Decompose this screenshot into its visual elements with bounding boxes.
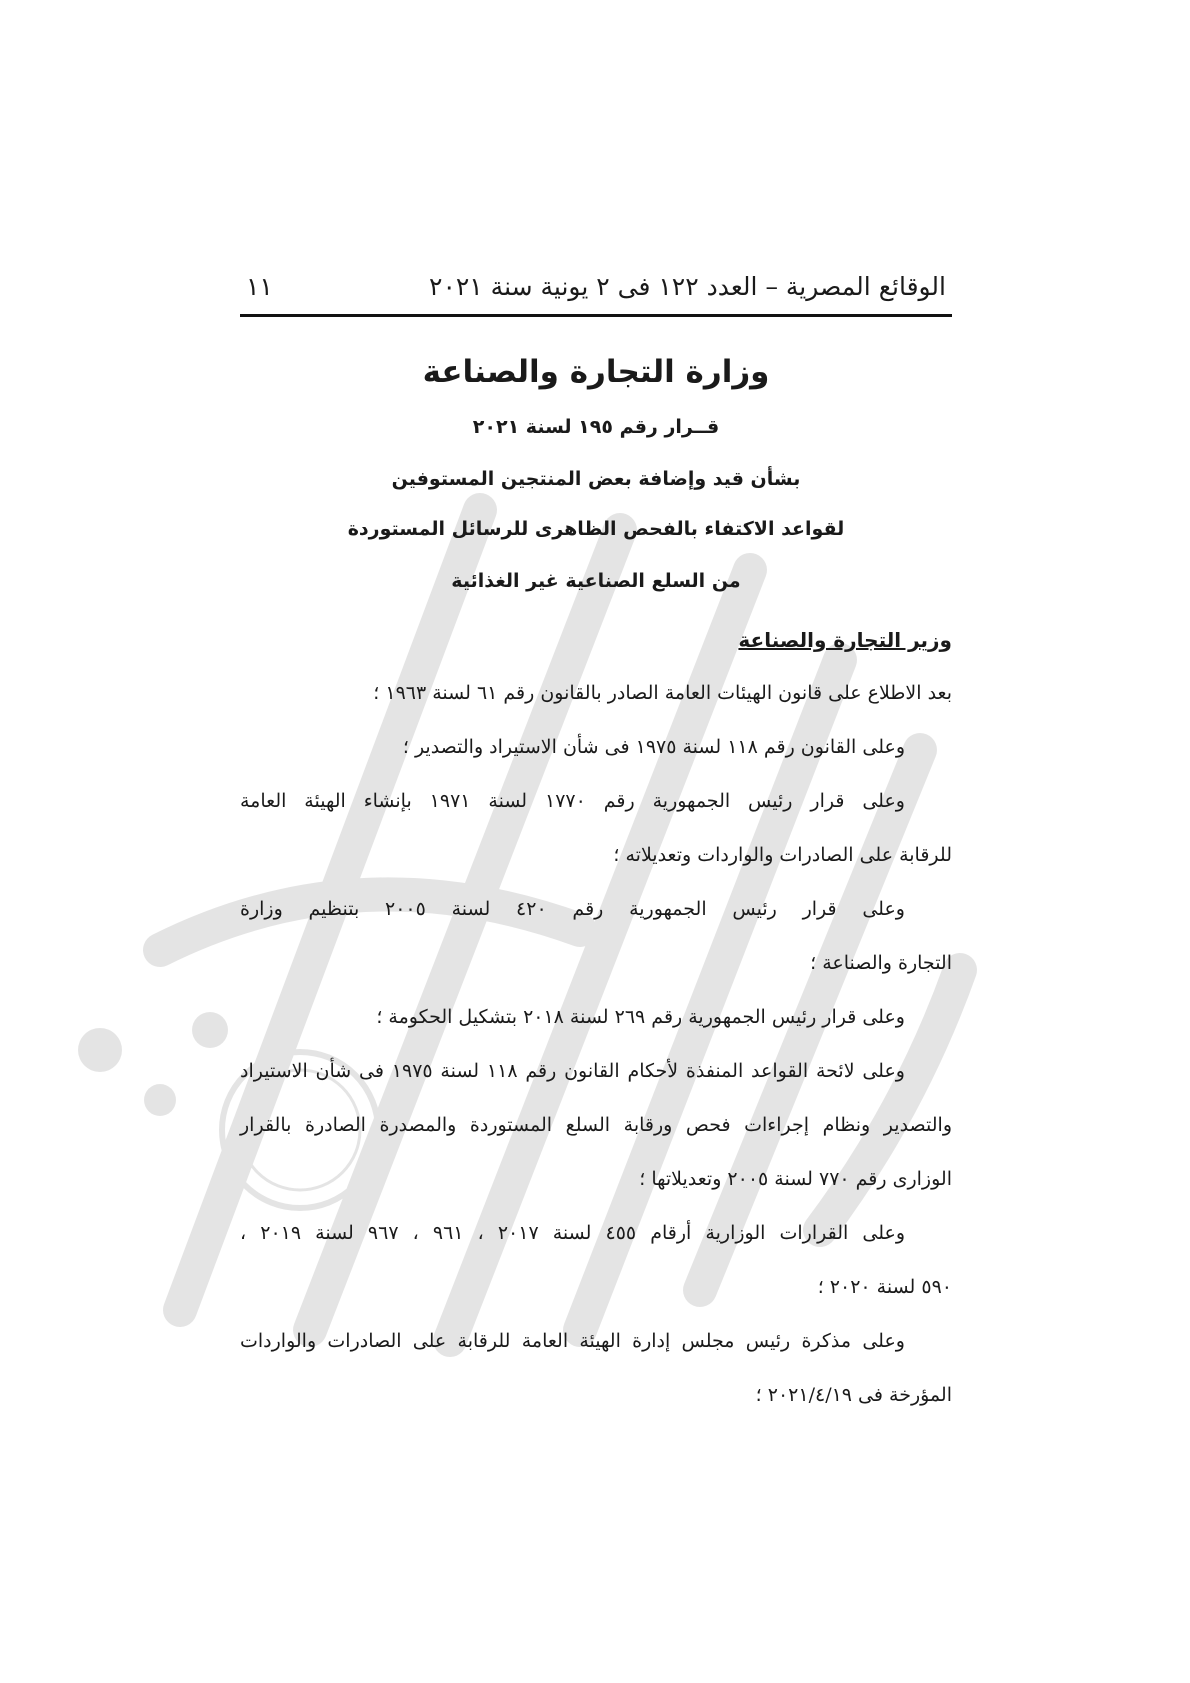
page-number: ١١ — [246, 272, 273, 301]
preamble-line: ٥٩٠ لسنة ٢٠٢٠ ؛ — [817, 1276, 952, 1298]
preamble-line: والتصدير ونظام إجراءات فحص ورقابة السلع المستوردة والمصدرة الصادرة بالقرار — [240, 1114, 952, 1136]
minister-heading: وزير التجارة والصناعة — [738, 628, 952, 652]
gazette-header-title: الوقائع المصرية – العدد ١٢٢ فى ٢ يونية سنة ٢٠٢١ — [429, 272, 946, 301]
preamble-line: وعلى القانون رقم ١١٨ لسنة ١٩٧٥ فى شأن الاستيراد والتصدير ؛ — [402, 736, 905, 758]
preamble-line: وعلى قرار رئيس الجمهورية رقم ٤٢٠ لسنة ٢٠٠٥ بتنظيم وزارة — [240, 898, 905, 920]
preamble-line: وعلى لائحة القواعد المنفذة لأحكام القانون رقم ١١٨ لسنة ١٩٧٥ فى شأن الاستيراد — [240, 1060, 905, 1082]
decree-subject-line: من السلع الصناعية غير الغذائية — [451, 570, 741, 592]
decree-subject-line: بشأن قيد وإضافة بعض المنتجين المستوفين — [391, 468, 801, 490]
preamble-line: وعلى قرار رئيس الجمهورية رقم ١٧٧٠ لسنة ١٩٧١ بإنشاء الهيئة العامة — [240, 790, 905, 812]
preamble-line: الوزارى رقم ٧٧٠ لسنة ٢٠٠٥ وتعديلاتها ؛ — [639, 1168, 952, 1190]
decree-number: قــرار رقم ١٩٥ لسنة ٢٠٢١ — [472, 416, 720, 438]
preamble-line: المؤرخة فى ٢٠٢١/٤/١٩ ؛ — [755, 1384, 952, 1406]
preamble-line: وعلى القرارات الوزارية أرقام ٤٥٥ لسنة ٢٠١٧ ، ٩٦١ ، ٩٦٧ لسنة ٢٠١٩ ، — [240, 1222, 906, 1244]
page-header — [240, 270, 952, 317]
ministry-title: وزارة التجارة والصناعة — [422, 354, 770, 390]
preamble-line: التجارة والصناعة ؛ — [810, 952, 952, 974]
decree-subject-line: لقواعد الاكتفاء بالفحص الظاهرى للرسائل المستوردة — [347, 518, 845, 540]
preamble-line: وعلى مذكرة رئيس مجلس إدارة الهيئة العامة للرقابة على الصادرات والواردات — [240, 1330, 905, 1352]
preamble-line: بعد الاطلاع على قانون الهيئات العامة الصادر بالقانون رقم ٦١ لسنة ١٩٦٣ ؛ — [373, 682, 952, 704]
preamble-line: وعلى قرار رئيس الجمهورية رقم ٢٦٩ لسنة ٢٠١٨ بتشكيل الحكومة ؛ — [376, 1006, 905, 1028]
preamble-line: للرقابة على الصادرات والواردات وتعديلاته ؛ — [613, 844, 952, 866]
